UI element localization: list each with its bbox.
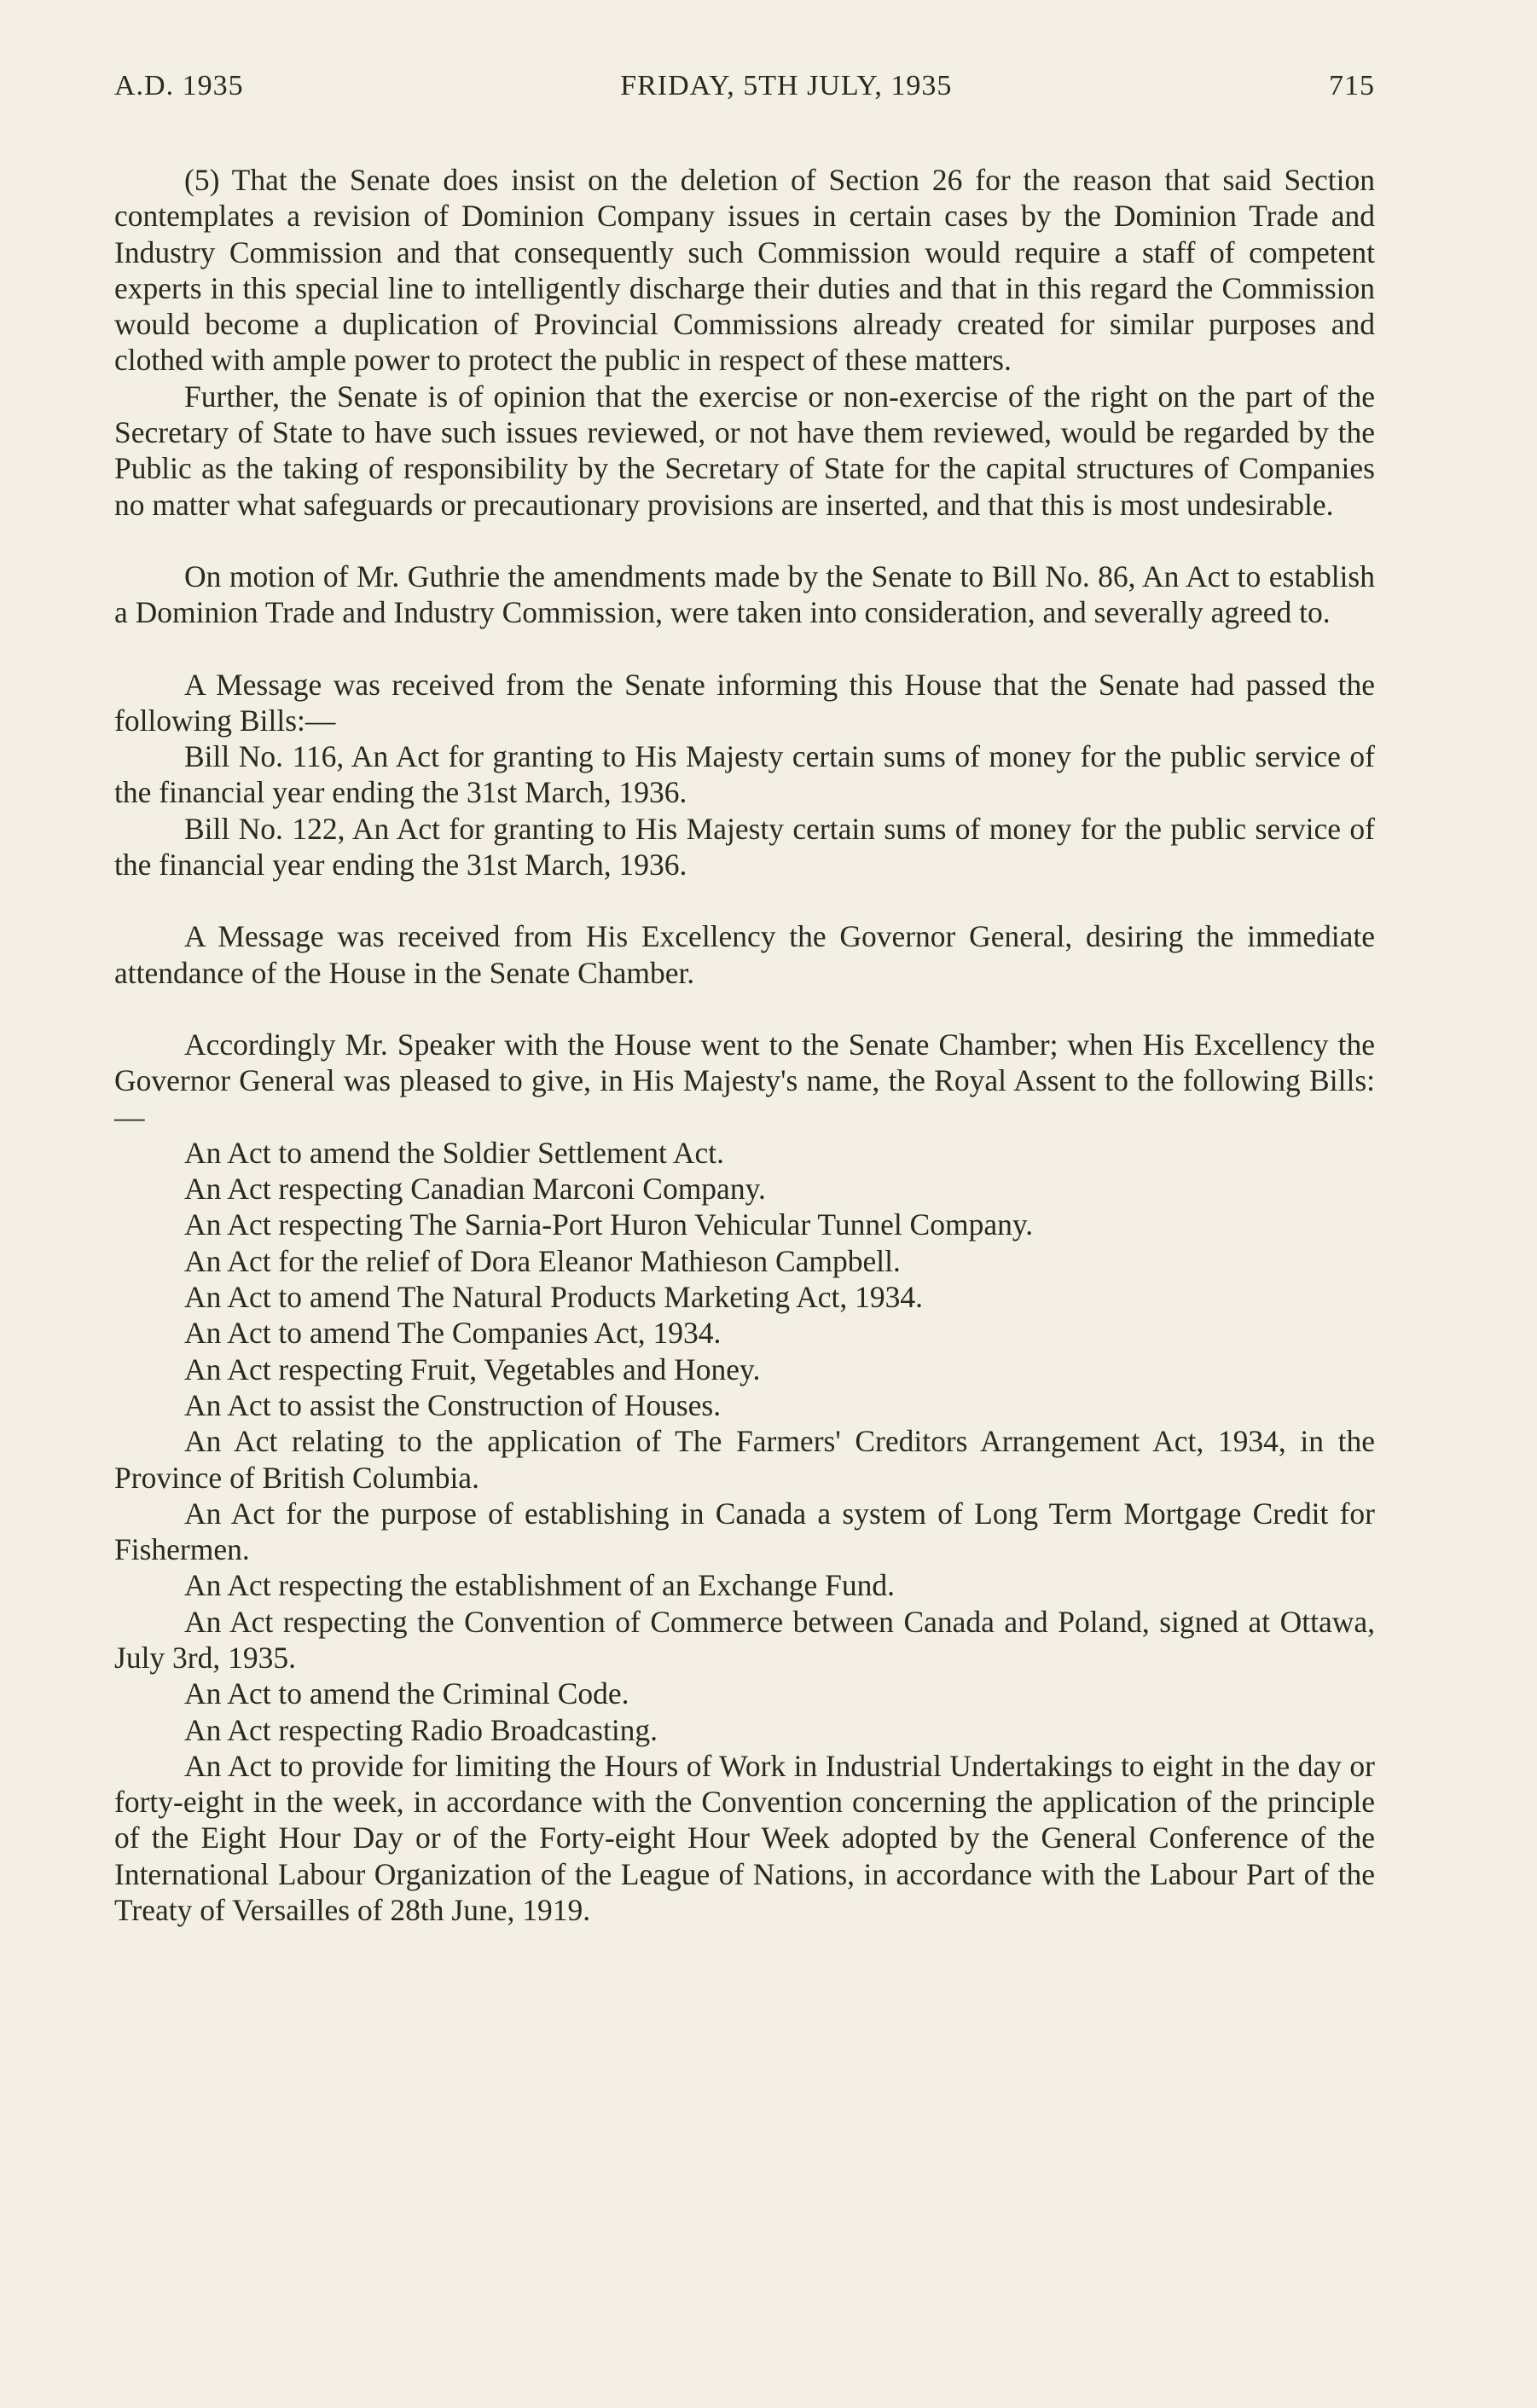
paragraph-bill-116: Bill No. 116, An Act for granting to His Majesty certain sums of money for the public service of the financial year ending the 31st March, 1936.	[114, 739, 1375, 810]
list-item: An Act to amend The Natural Products Marketing Act, 1934.	[184, 1280, 923, 1315]
list-item: An Act to provide for limiting the Hours of Work in Industrial Undertakings to eight in the day or forty-eight in the week, in accordance with the Convention concerning the application of the principle of the Eight Hour Day or of the Forty-eight Hour Week adopted by the General Conference of the International Labour Organization of the League of Nations, in accordance with the Labour Part of the Treaty of Versailles of 28th June, 1919.	[114, 1748, 1375, 1928]
list-item: An Act respecting Canadian Marconi Company.	[184, 1172, 766, 1207]
list-item: An Act relating to the application of The Farmers' Creditors Arrangement Act, 1934, in the Province of British Columbia.	[114, 1424, 1375, 1495]
paragraph-message-governor: A Message was received from His Excellency the Governor General, desiring the immediate attendance of the House in the Senate Chamber.	[114, 919, 1375, 990]
paragraph-message-senate: A Message was received from the Senate informing this House that the Senate had passed the following Bills:—	[114, 667, 1375, 738]
list-item: An Act respecting The Sarnia-Port Huron Vehicular Tunnel Company.	[184, 1207, 1034, 1242]
header-year: A.D. 1935	[114, 70, 244, 101]
list-item: An Act to amend The Companies Act, 1934.	[184, 1316, 722, 1351]
header-date: FRIDAY, 5TH JULY, 1935	[620, 70, 953, 101]
paragraph-senate-reason: (5) That the Senate does insist on the deletion of Section 26 for the reason that said Section contemplates a revision of Dominion Company issues in certain cases by the Dominion Trade and Industry Commission and that consequently such Commission would require a staff of competent experts in this special line to intelligently discharge their duties and that in this regard the Commission would become a duplication of Provincial Commissions already created for similar purposes and clothed with ample power to protect the public in respect of these matters.	[114, 163, 1375, 378]
list-item: An Act to assist the Construction of Houses.	[184, 1387, 722, 1422]
list-item: An Act respecting the establishment of an Exchange Fund.	[184, 1568, 896, 1603]
list-item: An Act to amend the Criminal Code.	[184, 1676, 629, 1711]
list-item: An Act respecting Radio Broadcasting.	[184, 1712, 658, 1747]
page-body	[114, 162, 1375, 1928]
running-head	[114, 70, 1375, 102]
page-number: 715	[1328, 70, 1375, 101]
paragraph-bill-122: Bill No. 122, An Act for granting to His Majesty certain sums of money for the public service of the financial year ending the 31st March, 1936.	[114, 811, 1375, 883]
list-item: An Act for the relief of Dora Eleanor Mathieson Campbell.	[184, 1243, 901, 1278]
paragraph-motion-guthrie: On motion of Mr. Guthrie the amendments made by the Senate to Bill No. 86, An Act to establish a Dominion Trade and Industry Commission, were taken into consideration, and severally agreed to.	[114, 559, 1375, 630]
list-item: An Act respecting the Convention of Commerce between Canada and Poland, signed at Ottawa, July 3rd, 1935.	[114, 1604, 1375, 1675]
paragraph-senate-opinion: Further, the Senate is of opinion that the exercise or non-exercise of the right on the part of the Secretary of State to have such issues reviewed, or not have them reviewed, would be regarded by the Public as the taking of responsibility by the Secretary of State for the capital structures of Companies no matter what safeguards or precautionary provisions are inserted, and that this is most undesirable.	[114, 379, 1375, 522]
list-item: An Act for the purpose of establishing in Canada a system of Long Term Mortgage Credit for Fishermen.	[114, 1496, 1375, 1567]
list-item: An Act to amend the Soldier Settlement Act.	[184, 1135, 724, 1170]
act-list	[114, 1135, 1375, 1929]
list-item: An Act respecting Fruit, Vegetables and Honey.	[184, 1352, 761, 1386]
paragraph-royal-assent: Accordingly Mr. Speaker with the House went to the Senate Chamber; when His Excellency the Governor General was pleased to give, in His Majesty's name, the Royal Assent to the following Bills:—	[114, 1027, 1375, 1134]
